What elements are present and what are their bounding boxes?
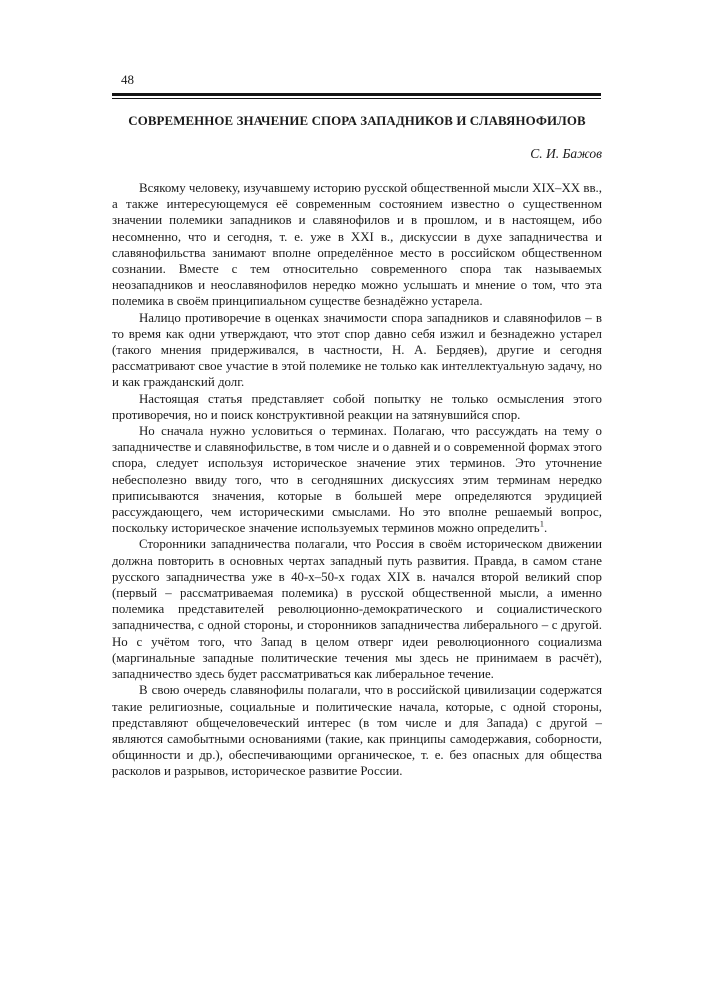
article-body (112, 180, 602, 780)
paragraph-5: Сторонники западничества полагали, что Россия в своём историческом движении должна повторить в основных чертах западный путь развития. Правда, в самом стане русского западничества уже в 40-х–50-х годах XIX в. начался второй великий спор (первый – рассматриваемая полемика) в русской общественной мысли, а именно полемика представителей революционно-демократического и социалистического западничества, с одной стороны, и сторонников западничества либерального – с другой. Но с учётом того, что Запад в целом отверг идеи революционного социализма (маргинальные западные политические течения мы здесь не принимаем в расчёт), западничество здесь будет рассматриваться как либеральное течение. (112, 537, 602, 682)
paragraph-4-period: . (543, 521, 548, 536)
paragraph-1: Всякому человеку, изучавшему историю русской общественной мысли XIX–XX вв., а также интересующемуся её современным состоянием известно о существенном значении полемики западников и славянофилов и в прошлом, и в настоящем, ибо несомненно, что и сегодня, т. е. уже в XXI в., дискуссии в духе западничества и славянофильства занимают вполне определённое место в российском общественном сознании. Вместе с тем относительно современного спора так называемых неозападников и неославянофилов нередко можно услышать и мнение о том, что эта полемика в своём принципиальном существе безнадёжно устарела. (112, 181, 602, 309)
paragraph-4 (112, 423, 602, 536)
paragraph-6: В свою очередь славянофилы полагали, что в российской цивилизации содержатся такие религиозные, социальные и политические начала, которые, с одной стороны, представляют общечеловеческий интерес (в том числе и для Запада) с другой – являются самобытными основаниями (такие, как принципы самодержавия, соборности, общинности и др.), обеспечивающими органическое, т. е. без опасных для общества расколов и разрывов, историческое развитие России. (112, 683, 602, 779)
article-author: С. И. Бажов (530, 146, 602, 161)
footnote-reference-1: 1 (539, 518, 544, 529)
paragraph-2: Налицо противоречие в оценках значимости спора западников и славянофилов – в то время как одни утверждают, что этот спор давно себя изжил и безнадежно устарел (такого мнения придерживался, в частности, Н. А. Бердяев), другие и сегодня рассматривают свое участие в этой полемике не только как интеллектуальную задачу, но и как гражданский долг. (112, 310, 602, 390)
paragraph-3: Настоящая статья представляет собой попытку не только осмысления этого противоречия, но и поиск конструктивной реакции на затянувшийся спор. (112, 391, 602, 422)
paragraph-4-text: Но сначала нужно условиться о терминах. Полагаю, что рассуждать на тему о западничестве и славянофильстве, в том числе и о давней и о современной формах этого спора, следует используя историческое значение этих терминов. Это уточнение небесполезно ввиду того, что в сегодняшних дискуссиях этим терминам нередко приписываются значения, которые в большей мере определяются эрудицией рассуждающего, чем историческими смыслами. Но это вполне решаемый вопрос, поскольку историческое значение используемых терминов можно определить (112, 424, 602, 536)
header-rule (112, 93, 601, 99)
article-title: СОВРЕМЕННОЕ ЗНАЧЕНИЕ СПОРА ЗАПАДНИКОВ И СЛАВЯНОФИЛОВ (128, 114, 586, 128)
page-number: 48 (121, 72, 134, 87)
